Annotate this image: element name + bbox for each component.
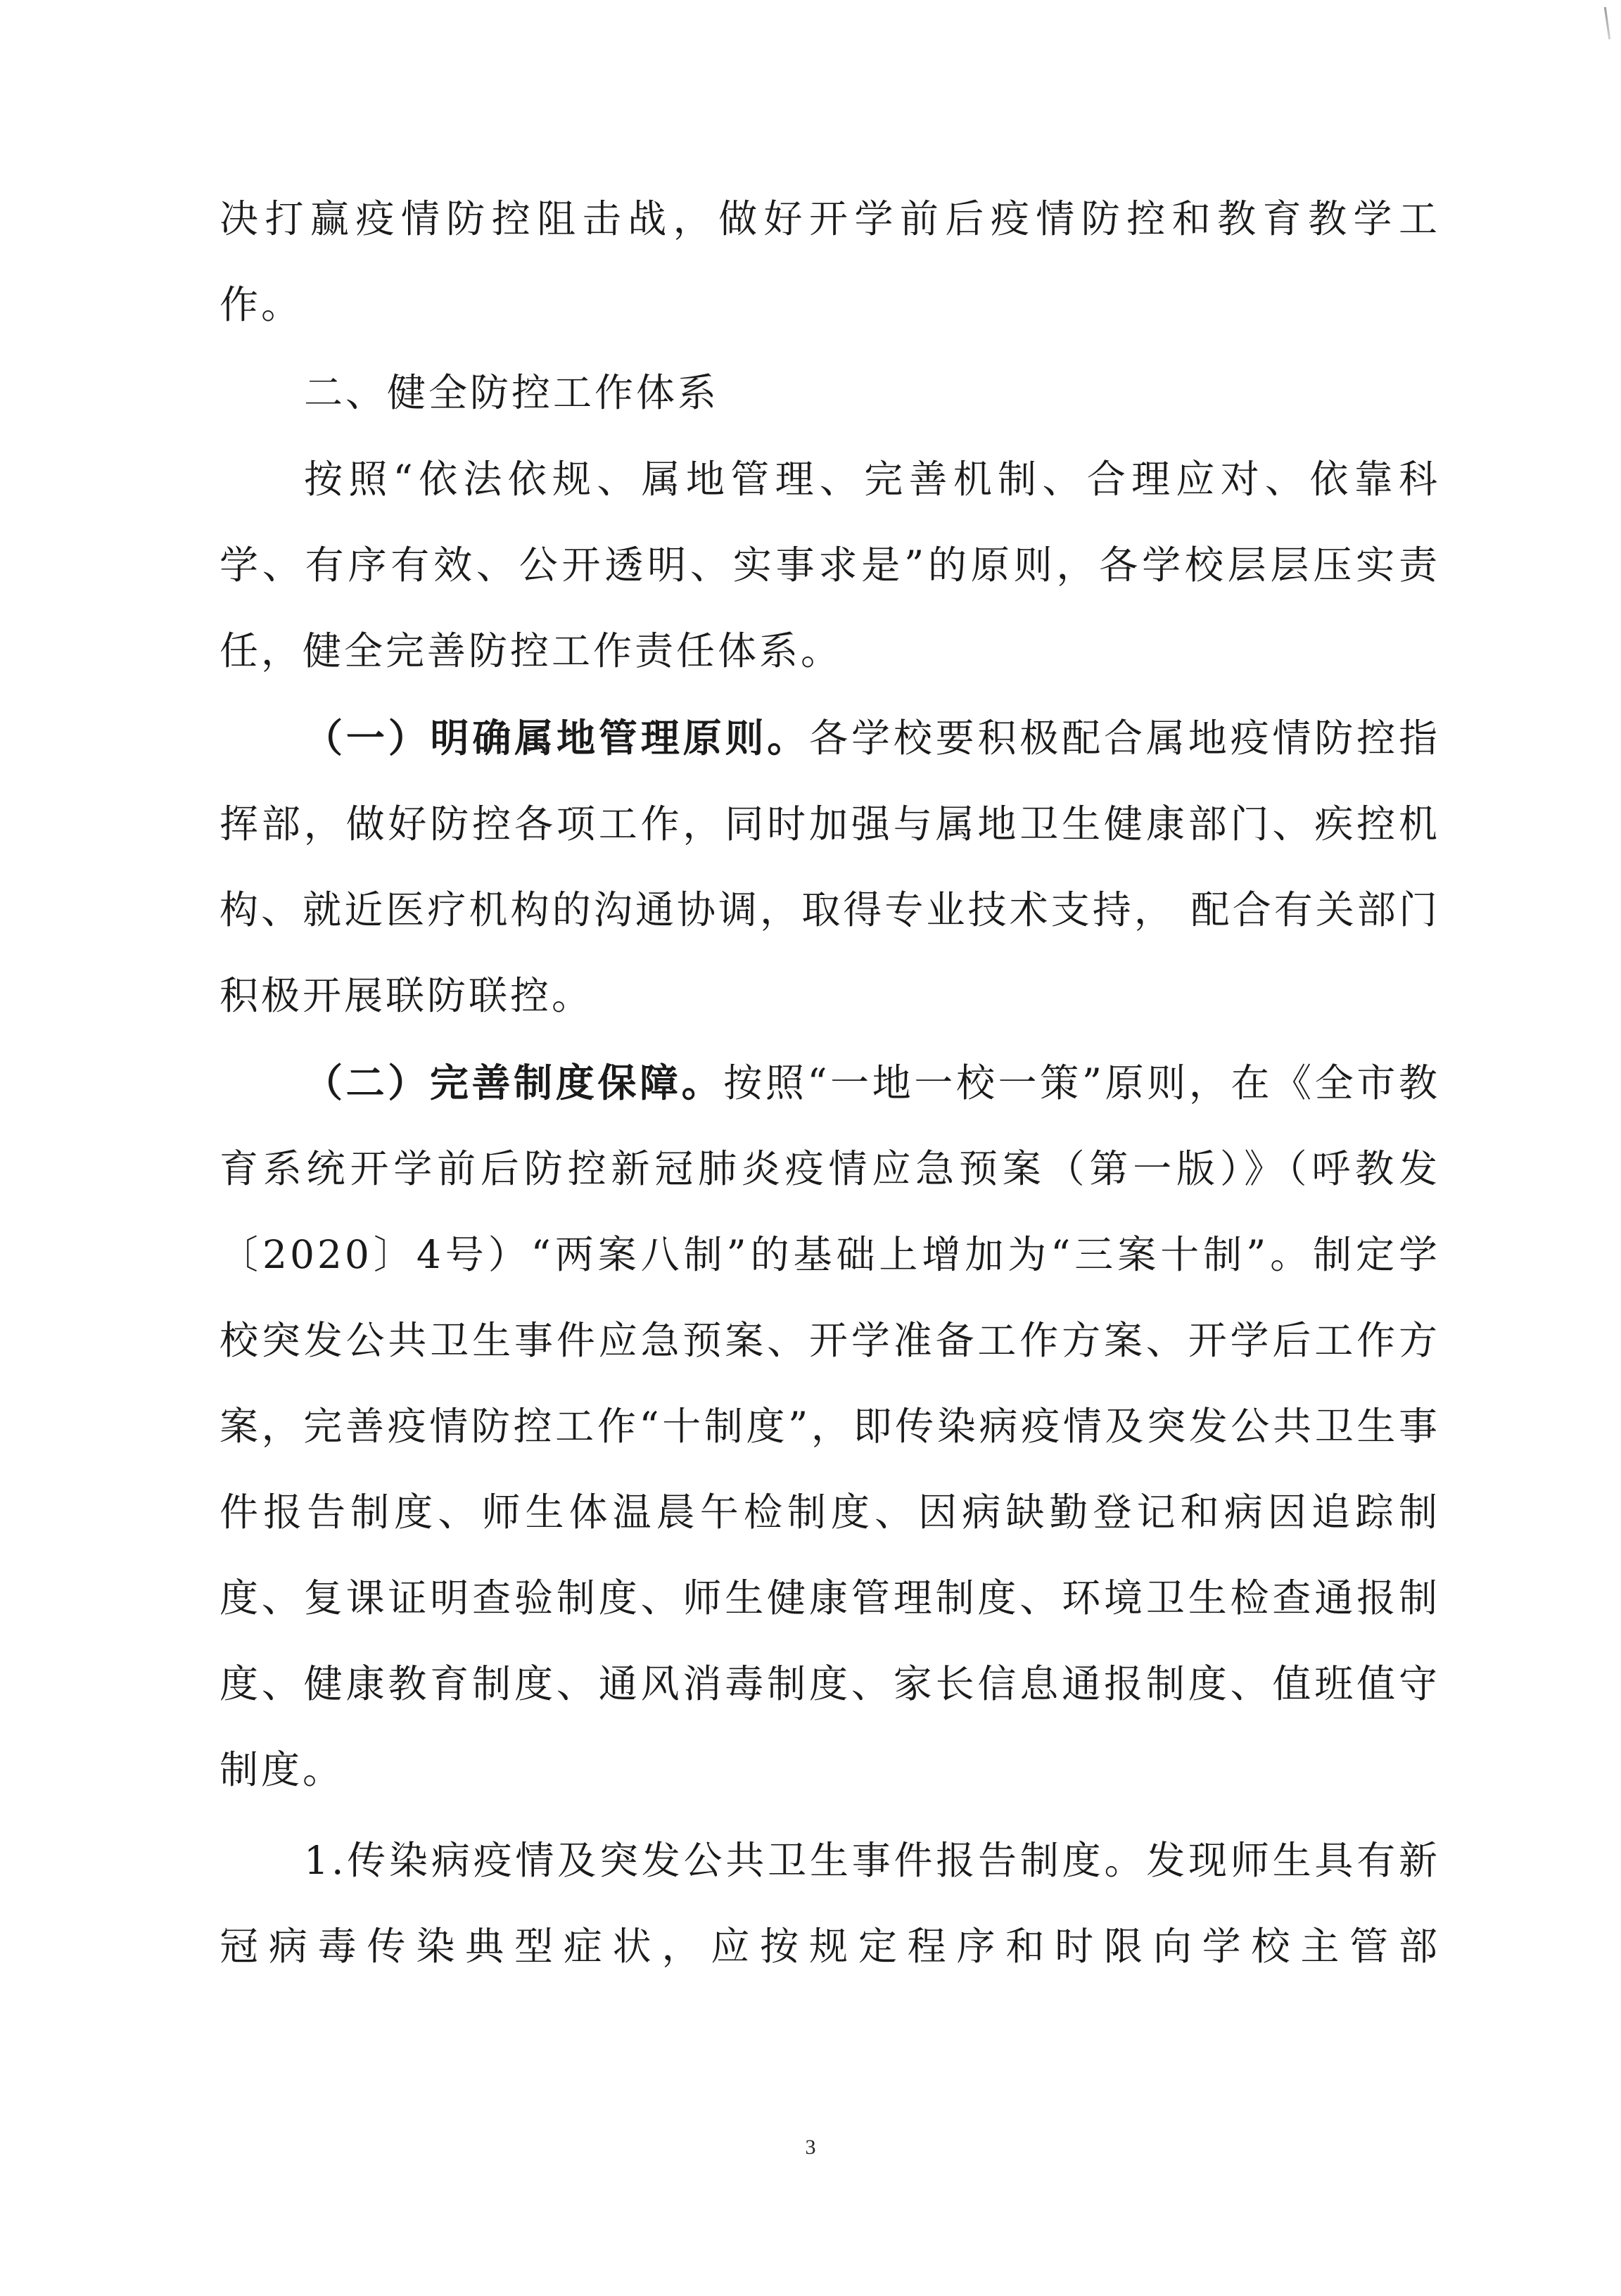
jurisdiction-text: [220, 695, 1440, 1039]
principles-paragraph: [220, 436, 1440, 694]
reporting-text: 1.传染病疫情及突发公共卫生事件报告制度。发现师生具有新冠病毒传染典型症状，应按规定程序和时限向学校主管部: [220, 1838, 1440, 1969]
jurisdiction-lead: （一）明确属地管理原则。: [304, 716, 810, 761]
system-paragraph: [220, 1040, 1440, 1813]
section-heading: 二、健全防控工作体系: [304, 370, 720, 415]
system-body: 按照“一地一校一策”原则，在《全市教育系统开学前后防控新冠肺炎疫情应急预案（第一版）》（呼教发〔2020〕4号）“两案八制”的基础上增加为“三案十制”。制定学校突发公共卫生事件应急预案、开学准备工作方案、开学后工作方案，完善疫情防控工作“十制度”，即传染病疫情及突发公共卫生事件报告制度、师生体温晨午检制度、因病缺勤登记和病因追踪制度、复课证明查验制度、师生健康管理制度、环境卫生检查通报制度、健康教育制度、通风消毒制度、家长信息通报制度、值班值守制度。: [220, 1060, 1440, 1792]
jurisdiction-paragraph: [220, 695, 1440, 1039]
continuation-paragraph: [220, 176, 1440, 348]
reporting-paragraph: [220, 1818, 1440, 1989]
system-text: [220, 1040, 1440, 1813]
system-lead: （二）完善制度保障。: [304, 1060, 724, 1105]
principles-text: 按照“依法依规、属地管理、完善机制、合理应对、依靠科学、有序有效、公开透明、实事求是”的原则，各学校层层压实责任，健全完善防控工作责任体系。: [220, 457, 1440, 673]
scan-artifact: [1604, 7, 1610, 39]
continuation-line-2: 作。: [220, 282, 303, 327]
continuation-line-1: 决打赢疫情防控阻击战，做好开学前后疫情防控和教育教学工: [220, 196, 1440, 241]
jurisdiction-body: 各学校要积极配合属地疫情防控指挥部，做好防控各项工作，同时加强与属地卫生健康部门、疾控机构、就近医疗机构的沟通协调，取得专业技术支持， 配合有关部门积极开展联防联控。: [220, 716, 1440, 1018]
page-number: 3: [805, 2136, 816, 2159]
